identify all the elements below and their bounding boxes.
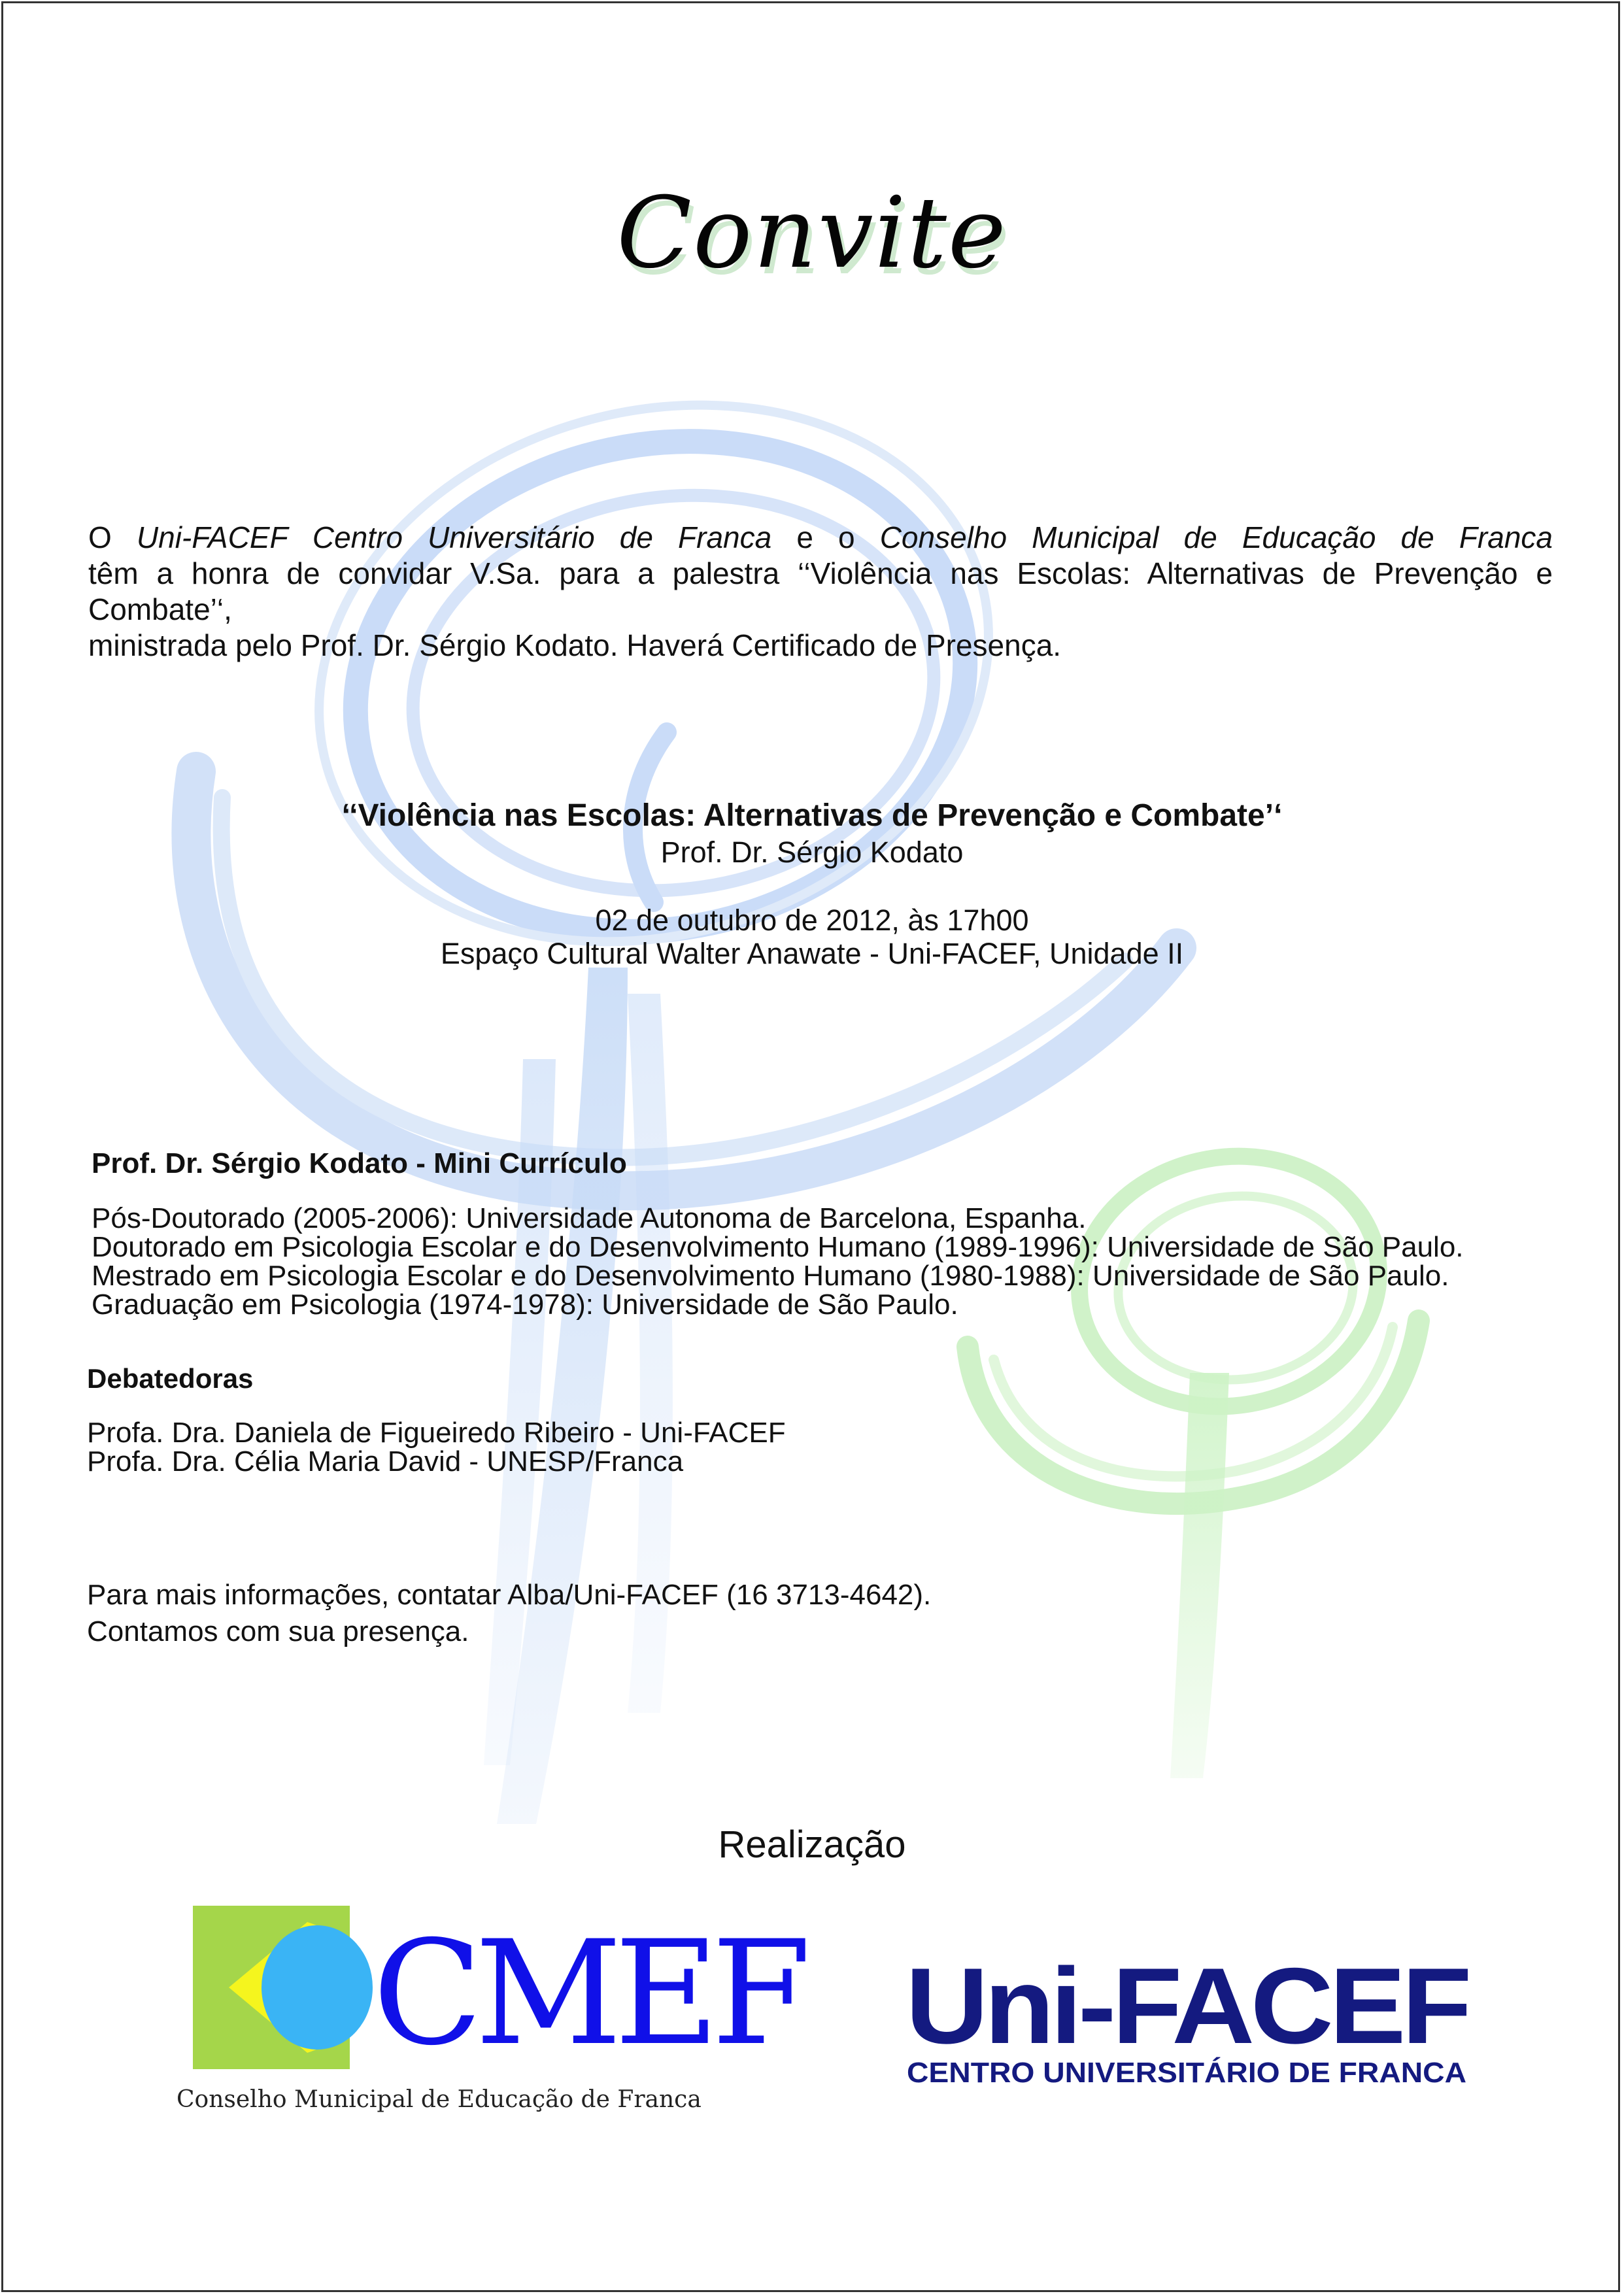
intro-institution-name: Uni-FACEF Centro Universitário de Franca: [136, 520, 772, 554]
cv-item: Graduação em Psicologia (1974-1978): Universidade de São Paulo.: [92, 1289, 958, 1321]
talk-speaker: Prof. Dr. Sérgio Kodato: [660, 836, 964, 869]
debaters-list: [87, 1419, 786, 1476]
unifacef-mark-text: Uni-FACEF: [905, 1946, 1468, 2066]
intro-line: [88, 556, 1553, 628]
cv-item: Mestrado em Psicologia Escolar e do Desenvolvimento Humano (1980-1988): Universidade de São Paulo.: [92, 1260, 1449, 1292]
cv-item: Pós-Doutorado (2005-2006): Universidade Autonoma de Barcelona, Espanha.: [92, 1202, 1087, 1234]
talk-title: ‘‘Violência nas Escolas: Alternativas de Prevenção e Combate’‘: [341, 798, 1283, 833]
talk-date: 02 de outubro de 2012, às 17h00: [595, 903, 1029, 937]
cv-heading: Prof. Dr. Sérgio Kodato - Mini Currículo: [92, 1147, 627, 1179]
intro-text: ministrada pelo Prof. Dr. Sérgio Kodato. Haverá Certificado de Presença.: [88, 628, 1062, 662]
cv-item: Doutorado em Psicologia Escolar e do Desenvolvimento Humano (1989-1996): Universidade de São Paulo.: [92, 1231, 1464, 1263]
talk-place: Espaço Cultural Walter Anawate - Uni-FACEF, Unidade II: [440, 937, 1184, 970]
debater-item: Profa. Dra. Daniela de Figueiredo Ribeiro - Uni-FACEF: [87, 1417, 786, 1449]
closing-line: Contamos com sua presença.: [87, 1615, 469, 1647]
cmef-caption-text: Conselho Municipal de Educação de Franca: [177, 2086, 702, 2113]
cmef-mark-text: CMEF: [373, 1910, 804, 2077]
debaters-heading: Debatedoras: [87, 1363, 254, 1394]
cv-list: [92, 1204, 1464, 1319]
invitation-title: Convite: [617, 177, 1007, 290]
intro-institution-name: Conselho Municipal de Educação de Franca: [879, 520, 1553, 554]
intro-line: [88, 520, 1553, 556]
cmef-logo-blue-ellipse: [262, 1925, 373, 2050]
unifacef-caption-text: CENTRO UNIVERSITÁRIO DE FRANCA: [907, 2057, 1440, 2089]
contact-line: Para mais informações, contatar Alba/Uni-FACEF (16 3713-4642).: [87, 1579, 932, 1611]
debater-item: Profa. Dra. Célia Maria David - UNESP/Franca: [87, 1445, 684, 1477]
intro-text: O: [88, 520, 137, 554]
cmef-logo: [177, 1906, 804, 2115]
intro-paragraph: [88, 520, 1553, 664]
contact-info: [87, 1577, 931, 1650]
intro-text: têm a honra de convidar V.Sa. para a palestra ‘‘Violência nas Escolas: Alternativas de Prevenção e Combate’‘,: [88, 556, 1553, 626]
realizacao-heading: Realização: [718, 1823, 906, 1866]
intro-line: [88, 628, 1553, 664]
intro-text: e o: [771, 520, 880, 554]
unifacef-logo: [905, 1946, 1468, 2092]
